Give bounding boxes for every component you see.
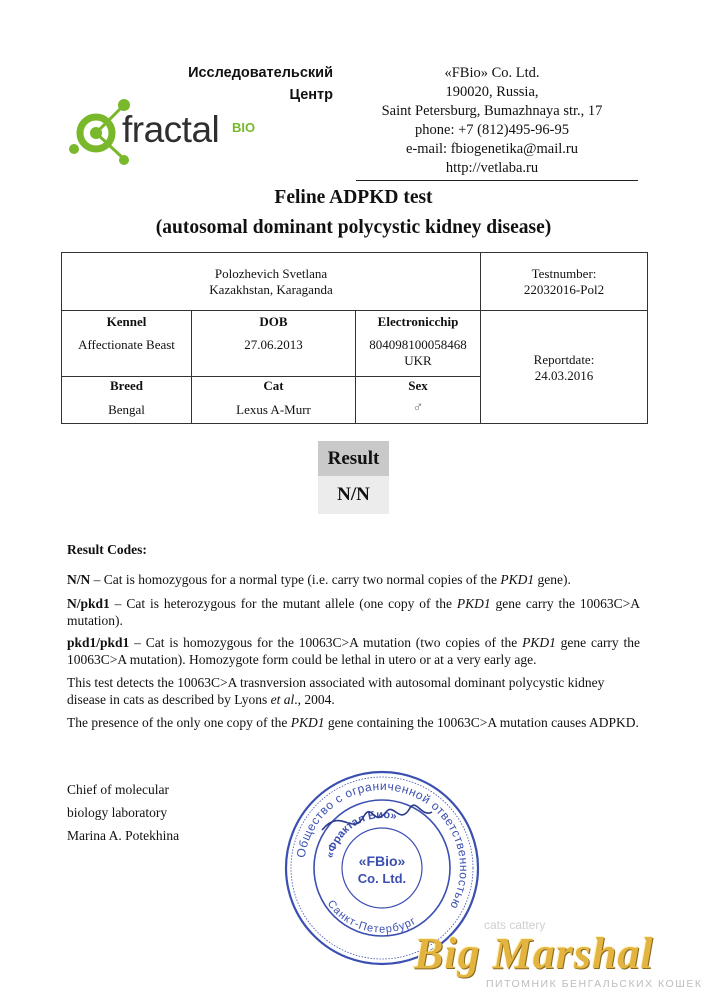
center-name-line1: Исследовательский [188, 65, 333, 81]
info-table [61, 252, 648, 424]
signature-name: Marina A. Potekhina [67, 828, 180, 843]
stamp-inner-text: «Фрактал Био» [324, 808, 398, 860]
code-pkd: pkd1/pkd1 [67, 635, 130, 650]
testnumber-cell [481, 253, 647, 311]
chip-number: 804098100058468 [369, 337, 467, 352]
stamp-center-line2: Co. Ltd. [357, 871, 407, 886]
result-codes-heading: Result Codes: [67, 542, 147, 557]
description-paragraph-2 [67, 714, 640, 731]
sex-cell [356, 377, 481, 423]
result-label: Result [318, 441, 389, 476]
company-email[interactable]: e-mail: fbiogenetika@mail.ru [406, 141, 578, 157]
result-value: N/N [318, 476, 389, 514]
testnumber-label: Testnumber: [531, 266, 597, 281]
svg-text:Санкт-Петербург [325, 898, 419, 936]
male-symbol-icon: ♂ [412, 400, 424, 416]
code-pkd-text-a: – Cat is homozygous for the 10063C>A mutation (two copies of the [129, 635, 523, 650]
desc1-text-b: ., 2004. [294, 692, 335, 707]
code-pkd-paragraph [67, 634, 640, 668]
watermark-subtitle: ПИТОМНИК БЕНГАЛЬСКИХ КОШЕК [486, 978, 703, 990]
code-npkd-gene: PKD1 [456, 596, 491, 611]
code-nn-text-b: gene). [534, 572, 571, 587]
reportdate-value: 24.03.2016 [534, 368, 594, 383]
code-pkd-text-b: gene carry the 10063C>A mutation). Homozygote form could be lethal in utero or at a very early age. [67, 635, 640, 667]
reportdate-cell [481, 311, 647, 423]
company-street: Saint Petersburg, Bumazhnaya str., 17 [381, 103, 603, 119]
watermark-small-text: cats cattery [484, 918, 546, 932]
stamp-city-text: Санкт-Петербург [324, 898, 419, 936]
header-divider [356, 180, 638, 181]
dob-label: DOB [259, 314, 288, 329]
chip-country: UKR [404, 353, 432, 368]
company-phone: phone: +7 (812)495-96-95 [415, 122, 569, 138]
dob-cell [192, 311, 356, 377]
cat-cell [192, 377, 356, 423]
company-postcode: 190020, Russia, [445, 84, 539, 100]
company-address-block [350, 64, 634, 178]
kennel-label: Kennel [106, 314, 147, 329]
stamp-outer-text: Общество с ограниченной ответственностью [293, 778, 472, 912]
code-npkd-paragraph [67, 595, 640, 629]
document-title: Feline ADPKD test [274, 187, 433, 208]
signature-block [67, 778, 179, 847]
desc2-gene: PKD1 [290, 715, 325, 730]
sex-label: Sex [408, 378, 428, 393]
code-npkd-text-b: gene carry the 10063C>A mutation). [67, 596, 640, 628]
description-paragraph-1 [67, 674, 640, 708]
signature-line1: Chief of molecular [67, 782, 169, 797]
reportdate-label: Reportdate: [533, 352, 595, 367]
document-subtitle: (autosomal dominant polycystic kidney disease) [155, 217, 552, 238]
dob-value: 27.06.2013 [244, 337, 303, 352]
signature-line2: biology laboratory [67, 805, 168, 820]
stamp-center-line1: «FBio» [358, 853, 406, 869]
chip-label: Electronicchip [377, 314, 459, 329]
logo-wordmark: fractal [122, 109, 220, 150]
breed-value: Bengal [108, 402, 145, 417]
svg-text:Общество с ограниченной ответс [294, 779, 471, 912]
desc1-text-a: This test detects the 10063C>A trasnversion associated with autosomal dominant polycystic kidney disease in cats as described by Lyons [67, 675, 605, 707]
kennel-cell [62, 311, 192, 377]
code-nn-paragraph [67, 571, 640, 588]
chip-cell [356, 311, 481, 377]
code-nn-text-a: – Cat is homozygous for a normal type (i.e. carry two normal copies of the [90, 572, 501, 587]
center-name-line2: Центр [289, 87, 333, 103]
company-website[interactable]: http://vetlaba.ru [445, 160, 539, 176]
cat-label: Cat [263, 378, 284, 393]
desc2-text-b: gene containing the 10063C>A mutation causes ADPKD. [324, 715, 639, 730]
result-box [318, 441, 389, 514]
code-npkd: N/pkd1 [67, 596, 110, 611]
breed-label: Breed [110, 378, 143, 393]
owner-cell [62, 253, 481, 311]
kennel-value: Affectionate Beast [78, 337, 175, 352]
watermark-logo-text: Big Marshal [414, 929, 654, 978]
desc1-etal: et al [270, 692, 295, 707]
code-nn-gene: PKD1 [500, 572, 535, 587]
owner-name: Polozhevich Svetlana [214, 266, 328, 281]
code-pkd-gene: PKD1 [522, 635, 556, 650]
code-nn: N/N [67, 572, 91, 587]
code-npkd-text-a: – Cat is heterozygous for the mutant allele (one copy of the [109, 596, 457, 611]
testnumber-value: 22032016-Pol2 [523, 282, 605, 297]
logo-bio-suffix: BIO [232, 120, 256, 135]
breed-cell [62, 377, 192, 423]
company-name: «FBio» Co. Ltd. [444, 65, 540, 81]
owner-location: Kazakhstan, Karaganda [209, 282, 333, 297]
desc2-text-a: The presence of the only one copy of the [67, 715, 291, 730]
cat-name: Lexus A-Murr [236, 402, 311, 417]
